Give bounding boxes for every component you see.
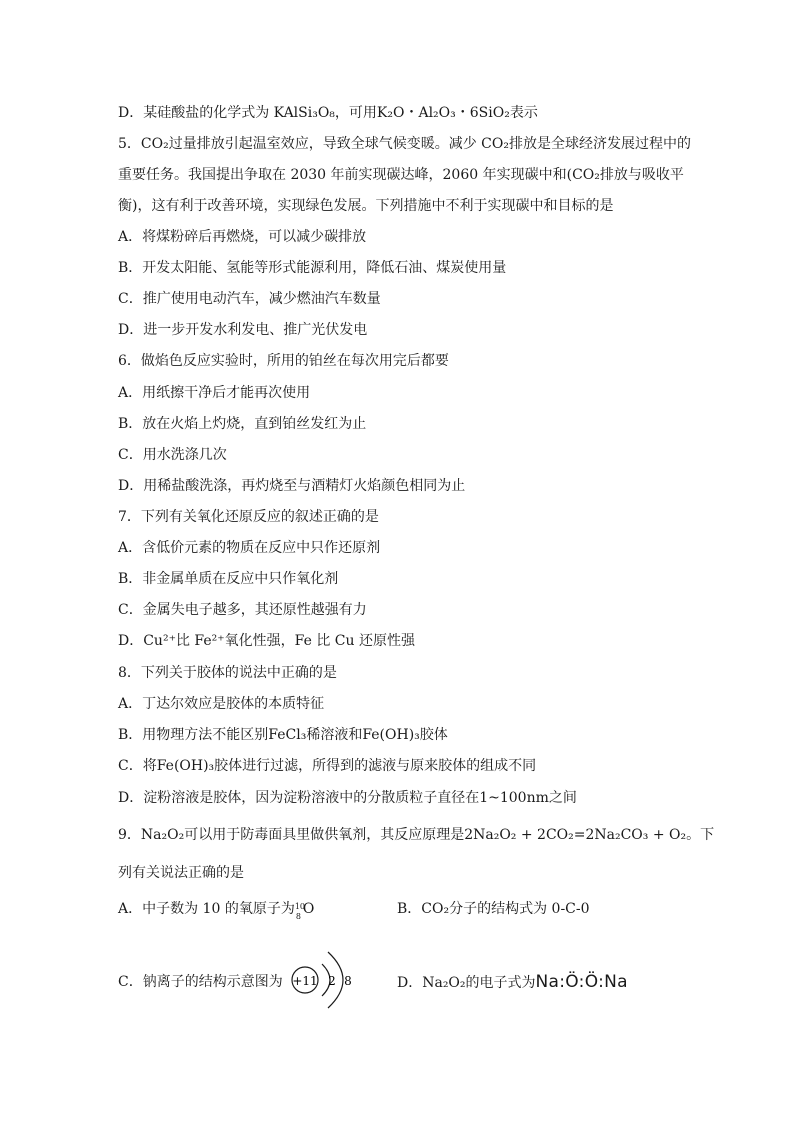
- oxygen-symbol: O: [302, 901, 315, 917]
- q9-stem-line-1: 9．Na₂O₂可以用于防毒面具里做供氧剂，其反应原理是2Na₂O₂ + 2CO₂=2Na₂CO₃ + O₂。下: [118, 827, 715, 843]
- shell-1-electrons: 2: [328, 974, 336, 988]
- q5-option-d: D．进一步开发水利发电、推广光伏发电: [118, 322, 368, 338]
- q9-option-a-text: A．中子数为 10 的氧原子为: [118, 901, 295, 917]
- q5-stem-line-2: 重要任务。我国提出争取在 2030 年前实现碳达峰，2060 年实现碳中和(CO₂排放与吸收平: [118, 167, 684, 183]
- q5-stem-line-1: 5．CO₂过量排放引起温室效应，导致全球气候变暖。减少 CO₂排放是全球经济发展过程中的: [118, 136, 691, 152]
- shell-2-electrons: 8: [344, 974, 352, 988]
- q7-option-d: D．Cu²⁺比 Fe²⁺氧化性强，Fe 比 Cu 还原性强: [118, 633, 415, 649]
- q8-option-b: B．用物理方法不能区别FeCl₃稀溶液和Fe(OH)₃胶体: [118, 727, 448, 743]
- q6-stem: 6．做焰色反应实验时，所用的铂丝在每次用完后都要: [118, 353, 449, 369]
- na2o2-electron-formula: Na:Ö:Ö:Na: [535, 972, 628, 992]
- oxygen-isotope-notation: [294, 900, 306, 921]
- q9-option-d-text: D．Na₂O₂的电子式为: [397, 975, 536, 991]
- q9-stem-line-2: 列有关说法正确的是: [118, 865, 244, 881]
- q8-option-d: D．淀粉溶液是胶体，因为淀粉溶液中的分散质粒子直径在1~100nm之间: [118, 790, 577, 806]
- q8-option-c: C．将Fe(OH)₃胶体进行过滤，所得到的滤液与原来胶体的组成不同: [118, 758, 537, 774]
- q5-option-b: B．开发太阳能、氢能等形式能源利用，降低石油、煤炭使用量: [118, 260, 507, 276]
- q7-option-b: B．非金属单质在反应中只作氧化剂: [118, 571, 339, 587]
- q6-option-d: D．用稀盐酸洗涤，再灼烧至与酒精灯火焰颜色相同为止: [118, 478, 466, 494]
- q8-option-a: A．丁达尔效应是胶体的本质特征: [118, 696, 325, 712]
- q5-stem-line-3: 衡)，这有利于改善环境，实现绿色发展。下列措施中不利于实现碳中和目标的是: [118, 198, 614, 214]
- q9-option-a: [118, 900, 315, 921]
- nucleus-charge: +11: [292, 974, 318, 988]
- q7-option-c: C．金属失电子越多，其还原性越强有力: [118, 602, 367, 618]
- q5-option-c: C．推广使用电动汽车，减少燃油汽车数量: [118, 291, 381, 307]
- q9-option-b: B．CO₂分子的结构式为 0-C-0: [397, 901, 590, 917]
- atomic-number: 8: [295, 912, 301, 921]
- q5-option-a: A．将煤粉碎后再燃烧，可以减少碳排放: [118, 229, 367, 245]
- q7-stem: 7．下列有关氧化还原反应的叙述正确的是: [118, 509, 379, 525]
- q9-option-c-text: C．钠离子的结构示意图为: [118, 974, 283, 990]
- q7-option-a: A．含低价元素的物质在反应中只作还原剂: [118, 540, 381, 556]
- q6-option-a: A．用纸擦干净后才能再次使用: [118, 385, 311, 401]
- q6-option-b: B．放在火焰上灼烧，直到铂丝发红为止: [118, 416, 367, 432]
- mass-number: 10: [294, 902, 306, 911]
- q4-option-d: D．某硅酸盐的化学式为 KAlSi₃O₈，可用K₂O・Al₂O₃・6SiO₂表示: [118, 105, 538, 121]
- q6-option-c: C．用水洗涤几次: [118, 447, 227, 463]
- q9-option-d: [397, 973, 628, 992]
- sodium-ion-structure-diagram: [282, 938, 362, 1022]
- q8-stem: 8．下列关于胶体的说法中正确的是: [118, 665, 337, 681]
